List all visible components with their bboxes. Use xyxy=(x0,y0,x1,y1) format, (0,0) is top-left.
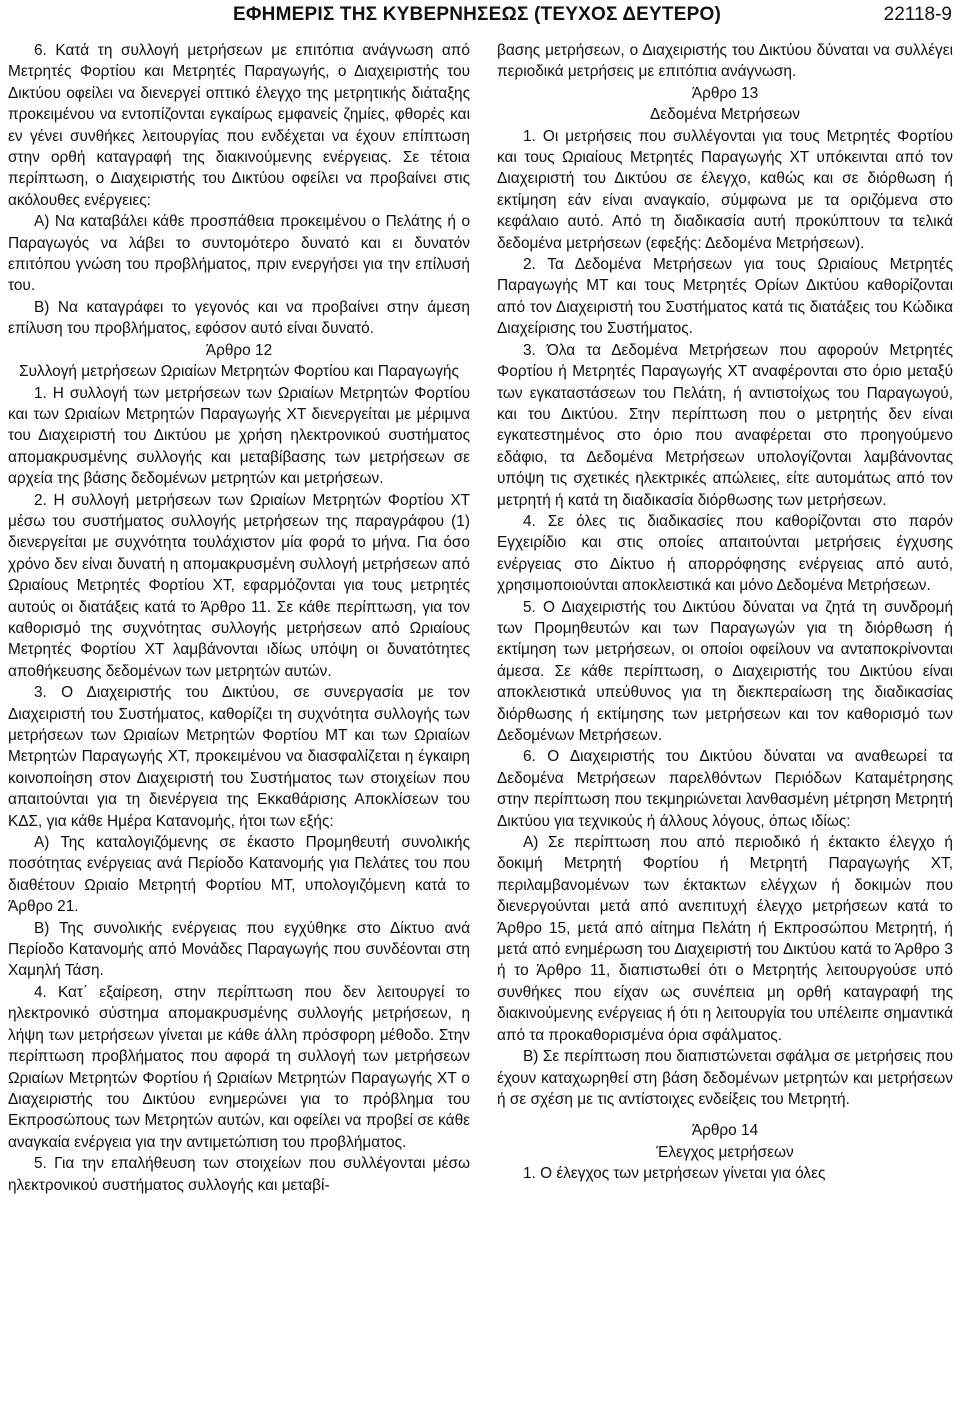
paragraph: 3. Όλα τα Δεδομένα Μετρήσεων που αφορούν Μετρητές Φορτίου ή Μετρητές Παραγωγής ΧΤ αναφέρονται στο όριο μεταξύ των εγκαταστάσεων του Πελάτη, ή αντιστοίχως του Παραγωγού, και του Δικτύου. Στην περίπτωση που ο μετρητής δεν είναι εγκατεστημένος στο όριο που αναφέρεται στο προηγούμενο εδάφιο, τα Δεδομένα Μετρήσεων υπολογίζονται λαμβάνοντας υπόψη τις σχετικές ηλεκτρικές απώλειες, είτε αυτομάτως από τον μετρητή ή κατά τη διαδικασία διόρθωσης των μετρήσεων. xyxy=(497,341,953,509)
paragraph: 5. Για την επαλήθευση των στοιχείων που συλλέγονται μέσω ηλεκτρονικού συστήματος συλλογής και μεταβί- xyxy=(8,1155,470,1194)
paragraph: 4. Σε όλες τις διαδικασίες που καθορίζονται στο παρόν Εγχειρίδιο και στις οποίες απαιτούνται μετρήσεις έγχυσης ενέργειας στο Δίκτυο ή απορρόφησης ενέργειας από αυτό, χρησιμοποιούνται αποκλειστικά και μόνο Δεδομένα Μετρήσεων. xyxy=(497,512,953,595)
paragraph: 3. Ο Διαχειριστής του Δικτύου, σε συνεργασία με τον Διαχειριστή του Συστήματος, καθορίζει τη συχνότητα συλλογής των μετρήσεων των Ωριαίων Μετρητών Φορτίου ΜΤ και των Ωριαίων Μετρητών Παραγωγής ΧΤ, προκειμένου να διασφαλίζεται η έγκαιρη κοινοποίηση στον Διαχειριστή του Συστήματος των στοιχείων που απαιτούνται για τη διενέργεια της Εκκαθάρισης Αποκλίσεων του ΚΔΣ, για κάθε Ημέρα Κατανομής, ήτοι των εξής: xyxy=(8,684,470,830)
paragraph: Β) Της συνολικής ενέργειας που εγχύθηκε στο Δίκτυο ανά Περίοδο Κατανομής από Μονάδες Παραγωγής που συνδέονται στη Χαμηλή Τάση. xyxy=(8,919,470,980)
paragraph: 1. Οι μετρήσεις που συλλέγονται για τους Μετρητές Φορτίου και τους Ωριαίους Μετρητές Παραγωγής ΧΤ υπόκεινται από τον Διαχειριστή του Δικτύου σε έλεγχο, καθώς και σε διόρθωση ή εκτίμηση εάν είναι αναγκαίο, σύμφωνα με τα οριζόμενα στο κεφάλαιο αυτό. Από τη διαδικασία αυτή προκύπτουν τα τελικά δεδομένα μετρήσεων (εφεξής: Δεδομένα Μετρήσεων). xyxy=(497,127,953,252)
paragraph: 2. Η συλλογή μετρήσεων των Ωριαίων Μετρητών Φορτίου ΧΤ μέσω του συστήματος συλλογής μετρήσεων της παραγράφου (1) διενεργείται με συχνότητα τουλάχιστον μία φορά το μήνα. Για όσο χρόνο δεν είναι δυνατή η απομακρυσμένη συλλογή μετρήσεων από Ωριαίους Μετρητές Φορτίου ΧΤ, εφαρμόζονται για τους μετρητές αυτούς οι διατάξεις κατά το Άρθρο 11. Σε κάθε περίπτωση, για τον καθορισμό της συχνότητας συλλογής μετρήσεων από Ωριαίους Μετρητές Φορτίου ΧΤ λαμβάνονται ιδίως υπόψη οι δυνατότητες αποθήκευσης δεδομένων των μετρητών αυτών. xyxy=(8,491,470,680)
paragraph: 1. Ο έλεγχος των μετρήσεων γίνεται για όλες xyxy=(523,1165,826,1183)
left-column xyxy=(8,40,470,1196)
article-title: Έλεγχος μετρήσεων xyxy=(656,1143,794,1161)
article-number: Άρθρο 13 xyxy=(691,84,759,102)
article-title: Δεδομένα Μετρήσεων xyxy=(649,106,800,124)
paragraph: Α) Της καταλογιζόμενης σε έκαστο Προμηθευτή συνολικής ποσότητας ενέργειας ανά Περίοδο Κατανομής για Πελάτες του που διαθέτουν Ωριαίο Μετρητή Φορτίου ΜΤ, υπολογιζόμενη κατά το Άρθρο 21. xyxy=(8,834,470,916)
right-column xyxy=(497,40,953,1185)
paragraph: 5. Ο Διαχειριστής του Δικτύου δύναται να ζητά τη συνδρομή των Προμηθευτών και των Παραγωγών για τη διόρθωση ή εκτίμηση των μετρήσεων, οι οποίοι οφείλουν να ανταποκρίνονται άμεσα. Σε κάθε περίπτωση, ο Διαχειριστής του Δικτύου είναι αποκλειστικά υπεύθυνος για τη διεκπεραίωση της διαδικασίας διόρθωσης ή εκτίμησης των μετρήσεων και τον καθορισμό των Δεδομένων Μετρήσεων. xyxy=(497,598,953,744)
paragraph: Α) Να καταβάλει κάθε προσπάθεια προκειμένου ο Πελάτης ή ο Παραγωγός να λάβει το συντομότερο δυνατό και ει δυνατόν επιτόπου γνώση του προβλήματος, πριν ενεργήσει για την επίλυσή του. xyxy=(8,213,470,295)
gazette-title: ΕΦΗΜΕΡΙΣ ΤΗΣ ΚΥΒΕΡΝΗΣΕΩΣ (ΤΕΥΧΟΣ ΔΕΥΤΕΡΟ) xyxy=(233,4,721,25)
paragraph: 1. Η συλλογή των μετρήσεων των Ωριαίων Μετρητών Φορτίου και των Ωριαίων Μετρητών Παραγωγής ΧΤ διενεργείται με μέριμνα του Διαχειριστή του Δικτύου με χρήση ηλεκτρονικού συστήματος απομακρυσμένης συλλογής και μεταβίβασης των μετρήσεων σε αρχεία της βάσης δεδομένων μετρητών και μετρήσεων. xyxy=(8,384,470,488)
paragraph: 6. Κατά τη συλλογή μετρήσεων με επιτόπια ανάγνωση από Μετρητές Φορτίου και Μετρητές Παραγωγής, ο Διαχειριστής του Δικτύου οφείλει να διενεργεί οπτικό έλεγχο της μετρητικής διάταξης προκειμένου να εντοπίζονται εγκαίρως εμφανείς ζημίες, φθορές και εν γένει συνθήκες λειτουργίας που ενδέχεται να έχουν επίπτωση στην ορθή καταγραφή της διακινούμενης ενέργειας. Σε τέτοια περίπτωση, ο Διαχειριστής του Δικτύου οφείλει να προβαίνει στις ακόλουθες ενέργειες: xyxy=(8,42,470,209)
paragraph: 4. Κατ΄ εξαίρεση, στην περίπτωση που δεν λειτουργεί το ηλεκτρονικό σύστημα απομακρυσμένης συλλογής μετρήσεων, η λήψη των μετρήσεων γίνεται με κάθε άλλη πρόσφορη μέθοδο. Στην περίπτωση προβλήματος που αφορά τη συλλογή των μετρήσεων Ωριαίων Μετρητών Φορτίου ή Ωριαίων Μετρητών Παραγωγής ΧΤ ο Διαχειριστής του Δικτύου ενημερώνει για το πρόβλημα του Εκπροσώπους των Μετρητών αυτών, και οφείλει να προβεί σε κάθε αναγκαία ενέργεια για την αντιμετώπιση του προβλήματος. xyxy=(8,983,470,1151)
article-number: Άρθρο 14 xyxy=(691,1122,759,1140)
paragraph: 2. Τα Δεδομένα Μετρήσεων για τους Ωριαίους Μετρητές Παραγωγής ΜΤ και τους Μετρητές Ορίων Δικτύου καθορίζονται από τον Διαχειριστή του Συστήματος κατά τις διατάξεις του Κώδικα Διαχείρισης του Συστήματος. xyxy=(497,256,953,338)
paragraph: Β) Να καταγράφει το γεγονός και να προβαίνει στην άμεση επίλυση του προβλήματος, εφόσον αυτό είναι δυνατό. xyxy=(8,298,470,338)
article-number: Άρθρο 12 xyxy=(205,341,273,359)
paragraph: Α) Σε περίπτωση που από περιοδικό ή έκτακτο έλεγχο ή δοκιμή Μετρητή Φορτίου ή Μετρητή Παραγωγής ΧΤ, περιλαμβανομένων των έκτακτων ελέγχων ή δοκιμών που διενεργούνται μετά από ανεπιτυχή έλεγχο μετρήσεων κατά το Άρθρο 15, μετά από αίτημα Πελάτη ή Εκπροσώπου Μετρητή, ή μετά από ενημέρωση του Διαχειριστή του Δικτύου κατά το Άρθρο 3 ή το Άρθρο 11, διαπιστωθεί ότι ο Μετρητής λειτουργούσε υπό συνθήκες που είχαν ως συνέπεια μη ορθή καταγραφή της διακινούμενης ενέργειας ή ότι η λειτουργία του υπέλειπε σημαντικά από τα προκαθορισμένα όρια σφάλματος. xyxy=(497,834,953,1044)
page-header xyxy=(8,4,952,30)
paragraph: Β) Σε περίπτωση που διαπιστώνεται σφάλμα σε μετρήσεις που έχουν καταχωρηθεί στη βάση δεδομένων μετρητών και μετρήσεων ή σε σχέση με τις αντίστοιχες ενδείξεις του Μετρητή. xyxy=(497,1048,953,1108)
article-title: Συλλογή μετρήσεων Ωριαίων Μετρητών Φορτίου και Παραγωγής xyxy=(19,363,459,381)
page-number: 22118-9 xyxy=(883,4,952,25)
paragraph-continued: βασης μετρήσεων, ο Διαχειριστής του Δικτύου δύναται να συλλέγει περιοδικά μετρήσεις με επιτόπια ανάγνωση. xyxy=(497,42,953,81)
paragraph: 6. Ο Διαχειριστής του Δικτύου δύναται να αναθεωρεί τα Δεδομένα Μετρήσεων παρελθόντων Περιόδων Καταμέτρησης στην περίπτωση που τεκμηριώνεται λανθασμένη μέτρηση Μετρητή Δικτύου για τεχνικούς ή άλλους λόγους, όπως ιδίως: xyxy=(497,748,953,830)
